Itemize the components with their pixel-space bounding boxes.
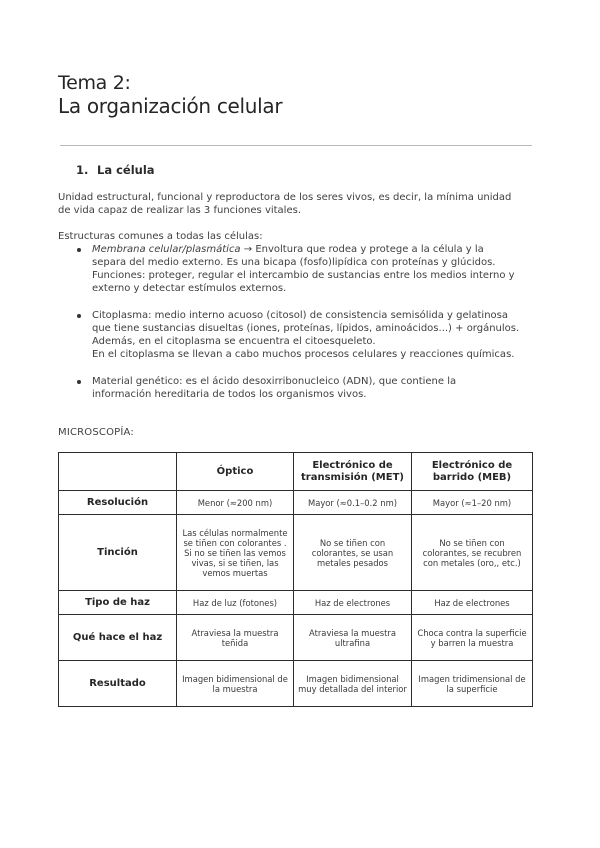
membrane-line-1-rest: Envoltura que rodea y protege a la célula y la — [252, 244, 484, 255]
membrane-line-1 — [92, 243, 538, 256]
table-cell: Atraviesa la muestra ultrafina — [294, 615, 412, 661]
table-header-meb: Electrónico de barrido (MEB) — [412, 453, 533, 491]
section-heading — [76, 163, 155, 177]
table-cell: Atraviesa la muestra teñida — [177, 615, 294, 661]
genetic-line-1: Material genético: es el ácido desoxirribonucleico (ADN), que contiene la — [92, 376, 457, 387]
row-label-staining: Tinción — [59, 515, 177, 591]
cytoplasm-line-1: Citoplasma: medio interno acuoso (citosol) de consistencia semisólida y gelatinosa — [92, 310, 508, 321]
cytoplasm-line-4: En el citoplasma se llevan a cabo muchos procesos celulares y reacciones químicas. — [92, 349, 515, 360]
table-header-row — [59, 453, 533, 491]
table-cell: Imagen bidimensional muy detallada del interior — [294, 661, 412, 707]
genetic-line-2: información hereditaria de todos los organismos vivos. — [92, 389, 367, 400]
cytoplasm-line-2: que tiene sustancias disueltas (iones, proteínas, lípidos, aminoácidos...) + orgánulos. — [92, 323, 520, 334]
arrow-symbol: → — [243, 244, 253, 255]
structures-list — [58, 243, 538, 415]
structures-intro: Estructuras comunes a todas las células: — [58, 231, 263, 242]
row-label-beam-action: Qué hace el haz — [59, 615, 177, 661]
membrane-term: Membrana celular/plasmática — [92, 244, 241, 255]
table-header-empty — [59, 453, 177, 491]
title-line-1: Tema 2: — [58, 72, 131, 94]
row-label-beam-type: Tipo de haz — [59, 591, 177, 615]
table-cell: Menor (≈200 nm) — [177, 491, 294, 515]
table-header-optical: Óptico — [177, 453, 294, 491]
table-row — [59, 615, 533, 661]
table-cell: Imagen tridimensional de la superficie — [412, 661, 533, 707]
table-cell: Haz de luz (fotones) — [177, 591, 294, 615]
cytoplasm-line-3: Además, en el citoplasma se encuentra el citoesqueleto. — [92, 336, 376, 347]
page-title: La organización celular — [58, 94, 283, 118]
bullet-dot — [77, 314, 81, 318]
table-cell: Mayor (≈0.1–0.2 nm) — [294, 491, 412, 515]
definition-line-1: Unidad estructural, funcional y reproductora de los seres vivos, es decir, la mínima unidad — [58, 192, 512, 203]
definition-line-2: de vida capaz de realizar las 3 funciones vitales. — [58, 205, 302, 216]
bullet-dot — [77, 380, 81, 384]
microscopy-label: MICROSCOPÍA: — [58, 427, 134, 438]
definition-paragraph — [58, 191, 538, 217]
list-item-genetic-material — [58, 375, 538, 401]
section-number: 1. — [76, 163, 89, 177]
table-cell: Haz de electrones — [294, 591, 412, 615]
list-item-membrane — [58, 243, 538, 295]
membrane-line-3: Funciones: proteger, regular el intercambio de sustancias entre los medios interno y — [92, 270, 515, 281]
table-cell: Haz de electrones — [412, 591, 533, 615]
microscopy-table — [58, 452, 533, 707]
table-cell: Mayor (≈1–20 nm) — [412, 491, 533, 515]
membrane-line-2: separa del medio externo. Es una bicapa (fosfo)lipídica con proteínas y glúcidos. — [92, 257, 496, 268]
table-cell: No se tiñen con colorantes, se recubren con metales (oro,, etc.) — [412, 515, 533, 591]
section-title: La célula — [97, 163, 155, 177]
membrane-line-4: externo y detectar estímulos externos. — [92, 283, 287, 294]
table-row — [59, 515, 533, 591]
row-label-result: Resultado — [59, 661, 177, 707]
table-header-met: Electrónico de transmisión (MET) — [294, 453, 412, 491]
table-cell: Imagen bidimensional de la muestra — [177, 661, 294, 707]
bullet-dot — [77, 248, 81, 252]
table-row — [59, 591, 533, 615]
table-cell: Choca contra la superficie y barren la muestra — [412, 615, 533, 661]
row-label-resolution: Resolución — [59, 491, 177, 515]
table-cell: No se tiñen con colorantes, se usan metales pesados — [294, 515, 412, 591]
table-row — [59, 661, 533, 707]
list-item-cytoplasm — [58, 309, 538, 361]
horizontal-divider — [60, 145, 532, 146]
table-row — [59, 491, 533, 515]
table-cell: Las células normalmente se tiñen con colorantes . Si no se tiñen las vemos vivas, si se tiñen, las vemos muertas — [177, 515, 294, 591]
